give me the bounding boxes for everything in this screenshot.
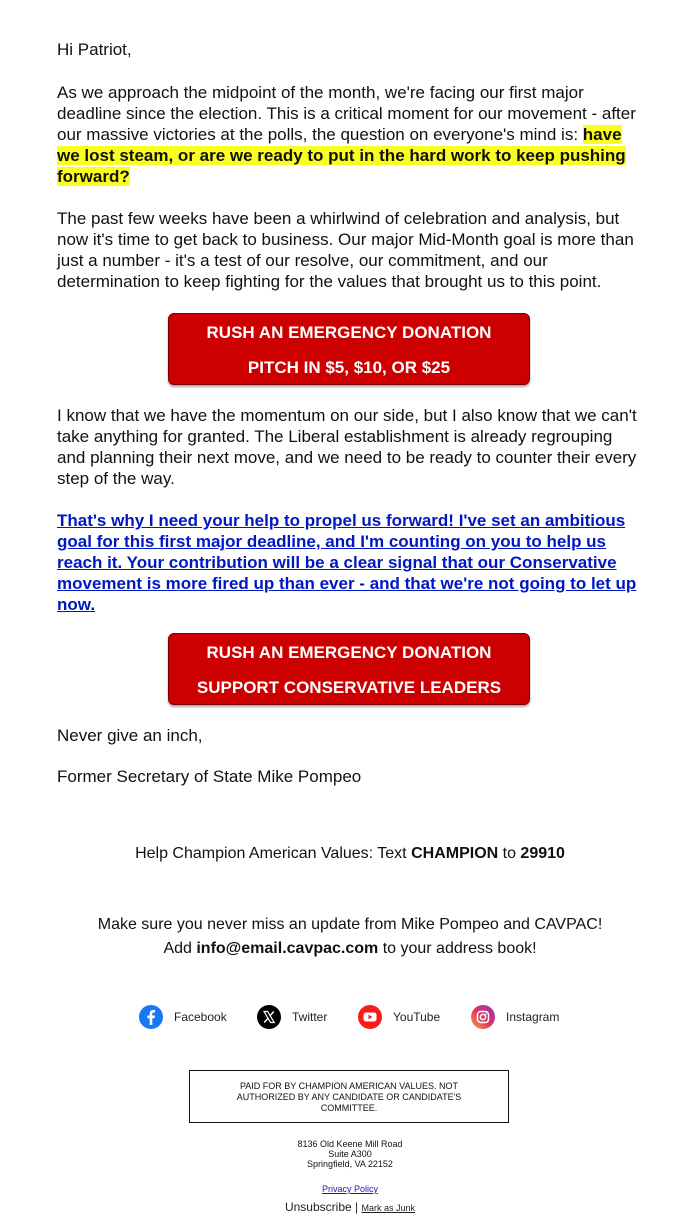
unsubscribe-row [0,1200,700,1214]
social-facebook[interactable] [138,1004,227,1030]
social-label: Facebook [174,1010,227,1024]
donate-button-line2: PITCH IN $5, $10, OR $25 [247,358,451,377]
social-instagram[interactable] [470,1004,559,1030]
intro-text: As we approach the midpoint of the month, we're facing our first major deadline since the election. This is a critical moment for our movement - after our massive victories at the polls, the question on everyone's mind is: [57,83,636,144]
social-twitter[interactable] [256,1004,327,1030]
address-line: Springfield, VA 22152 [307,1159,393,1169]
address-line: Suite A300 [328,1149,372,1159]
instagram-icon [470,1004,496,1030]
donate-button-support[interactable] [168,633,530,705]
social-label: Instagram [506,1010,560,1024]
text-cta-prefix: Help Champion American Values: Text [135,845,412,862]
mark-as-junk-link[interactable]: Mark as Junk [361,1203,416,1213]
donate-button-pitch-in[interactable] [168,313,530,385]
greeting: Hi Patriot, [57,40,132,59]
privacy-row [0,1184,700,1194]
donate-button-line2: SUPPORT CONSERVATIVE LEADERS [196,678,502,697]
address-line: 8136 Old Keene Mill Road [297,1139,403,1149]
address-book-prefix: Add [163,940,197,957]
facebook-icon [138,1004,164,1030]
address-book-email: info@email.cavpac.com [196,940,379,957]
highlighted-question: have we lost steam, or are we ready to put in the hard work to keep pushing forward? [57,125,626,186]
signature: Former Secretary of State Mike Pompeo [57,767,362,786]
privacy-policy-link[interactable]: Privacy Policy [321,1184,378,1194]
social-label: Twitter [292,1010,328,1024]
text-cta [0,845,700,863]
closing-line: Never give an inch, [57,726,203,745]
donate-button-line1: RUSH AN EMERGENCY DONATION [206,323,492,342]
donate-text-link[interactable]: That's why I need your help to propel us forward! I've set an ambitious goal for this first major deadline, and I'm counting on you to help us reach it. Your contribution will be a clear signal that our Conservative movement is more fired up than ever - and that we're not going to let up now. [57,511,637,614]
donate-button-line1: RUSH AN EMERGENCY DONATION [206,643,492,662]
text-cta-mid: to [498,845,521,862]
paragraph-momentum: I know that we have the momentum on our side, but I also know that we can't take anything for granted. The Liberal establishment is already regrouping and planning their next move, and we need to be ready to counter their every step of the way. [57,406,637,488]
paid-for-disclaimer: PAID FOR BY CHAMPION AMERICAN VALUES. NOT AUTHORIZED BY ANY CANDIDATE OR CANDIDATE'S COMMITTEE. [189,1070,509,1123]
paragraph-intro [57,82,642,187]
text-cta-number: 29910 [520,845,565,862]
social-youtube[interactable] [357,1004,440,1030]
unsubscribe-link[interactable]: Unsubscribe [284,1200,352,1214]
youtube-icon [357,1004,383,1030]
social-label: YouTube [393,1010,441,1024]
address-book-line [0,940,700,958]
separator: | [355,1200,359,1214]
x-icon [256,1004,282,1030]
text-cta-keyword: CHAMPION [411,845,499,862]
address-book-suffix: to your address book! [378,940,537,957]
update-line: Make sure you never miss an update from Mike Pompeo and CAVPAC! [97,916,603,933]
paragraph-business: The past few weeks have been a whirlwind of celebration and analysis, but now it's time to get back to business. Our major Mid-Month goal is more than just a number - it's a test of our resolve, our commitment, and our determination to keep fighting for the values that brought us to this point. [57,209,634,291]
